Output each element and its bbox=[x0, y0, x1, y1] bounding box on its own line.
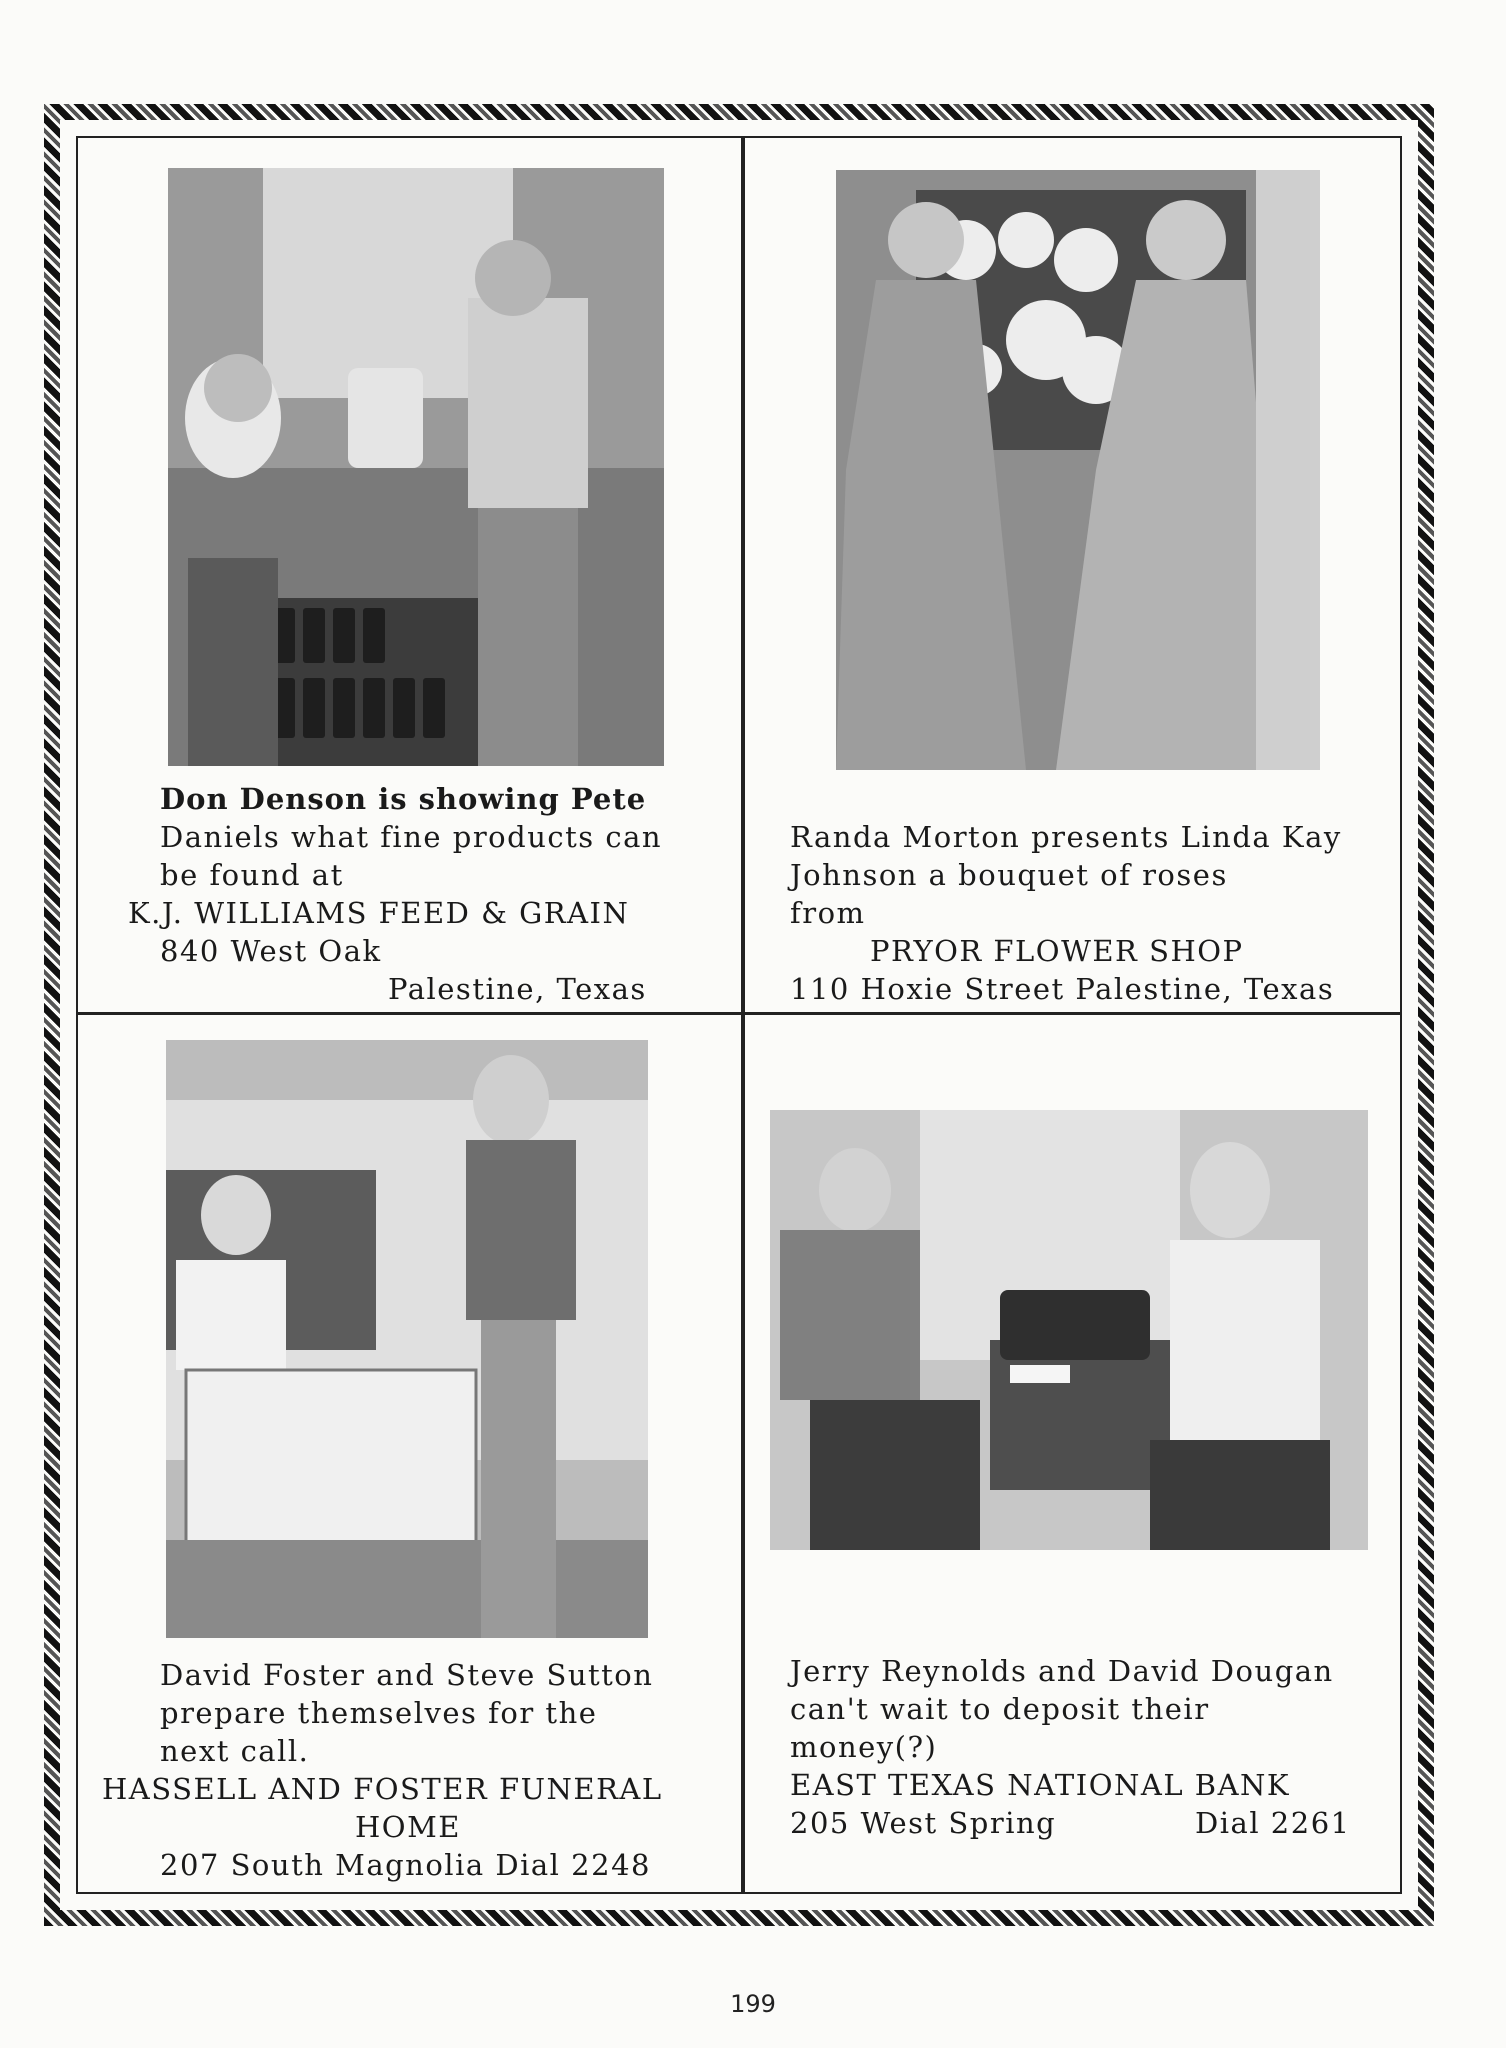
business-address-line bbox=[790, 1804, 1351, 1842]
business-address: 207 South Magnolia Dial 2248 bbox=[160, 1848, 651, 1882]
caption-line: next call. bbox=[160, 1734, 310, 1768]
caption-line: money(?) bbox=[790, 1730, 938, 1764]
caption-line: prepare themselves for the bbox=[160, 1696, 598, 1730]
caption-flower-shop bbox=[790, 818, 1342, 1008]
caption-feed-grain bbox=[128, 780, 663, 1008]
business-name-cont: HOME bbox=[355, 1810, 461, 1844]
caption-line: David Foster and Steve Sutton bbox=[160, 1658, 654, 1692]
business-address: 840 West Oak bbox=[160, 934, 382, 968]
caption-line: Randa Morton presents Linda Kay bbox=[790, 820, 1342, 854]
caption-line: from bbox=[790, 896, 866, 930]
page-number: 199 bbox=[730, 1990, 776, 2018]
business-city: Palestine, Texas bbox=[388, 972, 647, 1006]
caption-line: be found at bbox=[160, 858, 344, 892]
business-address: 110 Hoxie Street Palestine, Texas bbox=[790, 972, 1335, 1006]
photo-feed-store bbox=[168, 168, 664, 766]
caption-funeral-home bbox=[102, 1656, 663, 1884]
grid-divider-vertical bbox=[741, 136, 745, 1894]
photo-bank bbox=[770, 1110, 1368, 1550]
caption-bank bbox=[790, 1652, 1351, 1842]
business-phone: Dial 2261 bbox=[1195, 1806, 1351, 1840]
caption-line: Jerry Reynolds and David Dougan bbox=[790, 1654, 1334, 1688]
business-name: HASSELL AND FOSTER FUNERAL bbox=[102, 1772, 663, 1806]
business-name: PRYOR FLOWER SHOP bbox=[870, 934, 1244, 968]
caption-line: Don Denson is showing Pete bbox=[160, 782, 647, 816]
photo-funeral-home bbox=[166, 1040, 648, 1638]
business-address: 205 West Spring bbox=[790, 1806, 1057, 1840]
business-name: EAST TEXAS NATIONAL BANK bbox=[790, 1768, 1291, 1802]
business-name: K.J. WILLIAMS FEED & GRAIN bbox=[128, 896, 630, 930]
caption-line: can't wait to deposit their bbox=[790, 1692, 1210, 1726]
grid-divider-horizontal bbox=[76, 1012, 1402, 1015]
caption-line: Johnson a bouquet of roses bbox=[790, 858, 1228, 892]
photo-flower-shop bbox=[836, 170, 1320, 770]
caption-line: Daniels what fine products can bbox=[160, 820, 663, 854]
